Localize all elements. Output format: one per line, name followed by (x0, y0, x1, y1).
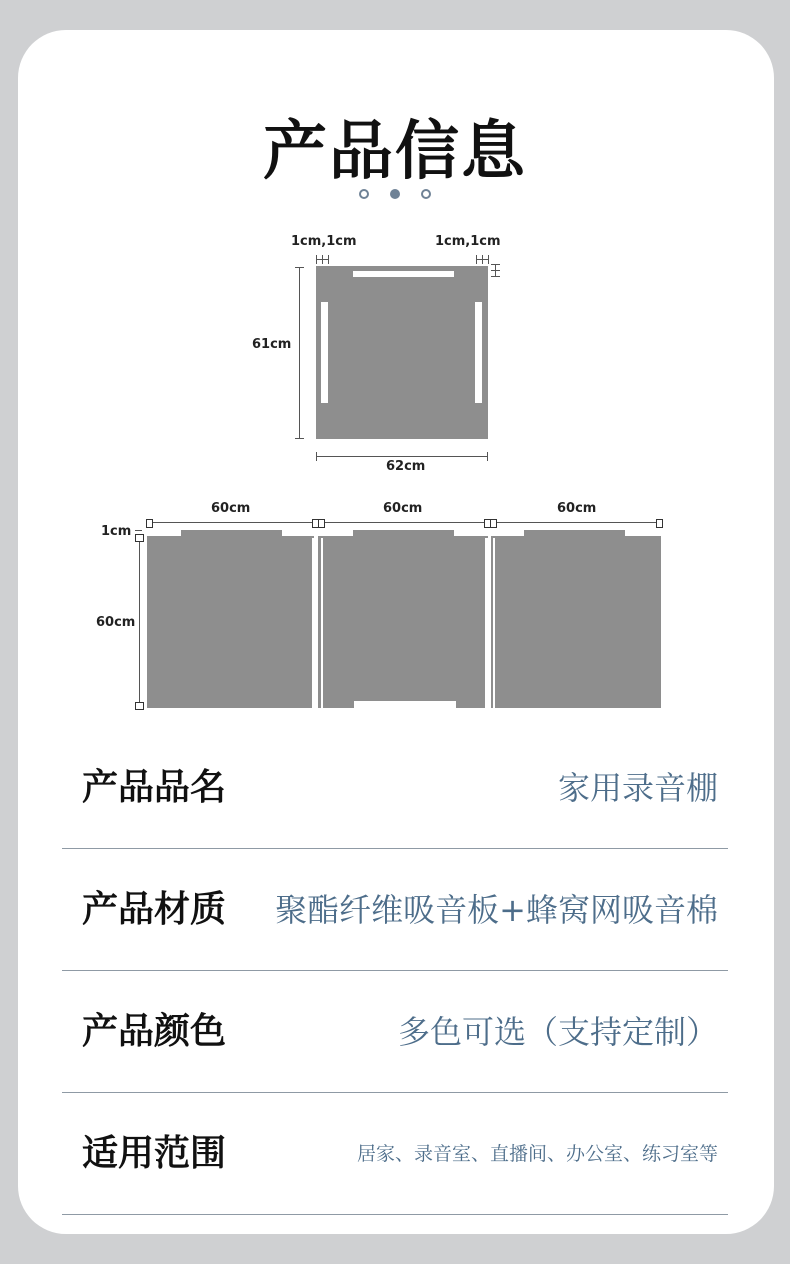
carousel-dot-2[interactable] (390, 189, 400, 199)
row-label: 产品品名 (82, 767, 227, 808)
panel-notch (354, 701, 456, 709)
panel-tab (524, 530, 625, 538)
row-value: 聚酯纤维吸音板+蜂窝网吸音棉 (275, 891, 718, 929)
panel-joint (321, 538, 323, 708)
dimension-tick (316, 452, 317, 461)
info-row-color (62, 971, 728, 1093)
panel-width-label-1: 60cm (211, 501, 251, 516)
panel-slot (321, 302, 328, 403)
dimension-tick (135, 534, 144, 542)
info-row-name (62, 727, 728, 849)
gap-marker (491, 276, 500, 277)
gap-marker (476, 255, 477, 264)
gap-marker (328, 255, 329, 264)
panel-tab (181, 530, 282, 538)
dimension-tick (318, 519, 325, 528)
panel-width-label-2: 60cm (383, 501, 423, 516)
height-dimension-line (139, 537, 140, 705)
gap-label: 1cm (101, 524, 132, 539)
dimension-tick (135, 702, 144, 710)
gap-marker (495, 264, 496, 276)
bottom-panel-2 (318, 536, 488, 708)
row-value: 多色可选（支持定制） (397, 1013, 718, 1051)
row-value: 居家、录音室、直播间、办公室、练习室等 (356, 1143, 718, 1165)
dimension-tick (146, 519, 153, 528)
gap-marker (322, 255, 323, 264)
gap-marker (488, 255, 489, 264)
carousel-dot-1[interactable] (359, 189, 369, 199)
top-width-label: 62cm (386, 459, 426, 474)
panel-width-label-3: 60cm (557, 501, 597, 516)
width-dimension-line (316, 456, 488, 457)
bottom-panel-1 (147, 536, 314, 708)
info-row-material (62, 849, 728, 971)
top-right-gap-label: 1cm,1cm (435, 234, 501, 249)
gap-marker (316, 255, 317, 264)
panel-tab (353, 530, 454, 538)
dimension-tick (656, 519, 663, 528)
bottom-height-label: 60cm (96, 615, 136, 630)
top-height-label: 61cm (252, 337, 292, 352)
gap-marker (135, 530, 142, 531)
row-label: 产品材质 (82, 889, 227, 930)
page-title: 产品信息 (263, 115, 527, 189)
dimension-tick (295, 438, 304, 439)
top-left-gap-label: 1cm,1cm (291, 234, 357, 249)
dimension-tick (295, 267, 304, 268)
width-dimension-line (148, 522, 660, 523)
panel-joint (485, 538, 488, 708)
top-panel (316, 266, 488, 439)
row-value: 家用录音棚 (557, 769, 718, 807)
row-label: 产品颜色 (82, 1011, 227, 1052)
bottom-panel-3 (491, 536, 661, 708)
row-divider (62, 1214, 728, 1215)
height-dimension-line (299, 267, 300, 439)
gap-marker (482, 255, 483, 264)
panel-slot (475, 302, 482, 403)
dimension-tick (487, 452, 488, 461)
info-row-scope (62, 1093, 728, 1215)
panel-slot (353, 271, 454, 277)
row-label: 适用范围 (82, 1133, 227, 1174)
dimension-tick (490, 519, 497, 528)
carousel-dot-3[interactable] (421, 189, 431, 199)
panel-joint (312, 538, 315, 708)
panel-joint (493, 538, 495, 708)
carousel-indicator (0, 189, 790, 203)
